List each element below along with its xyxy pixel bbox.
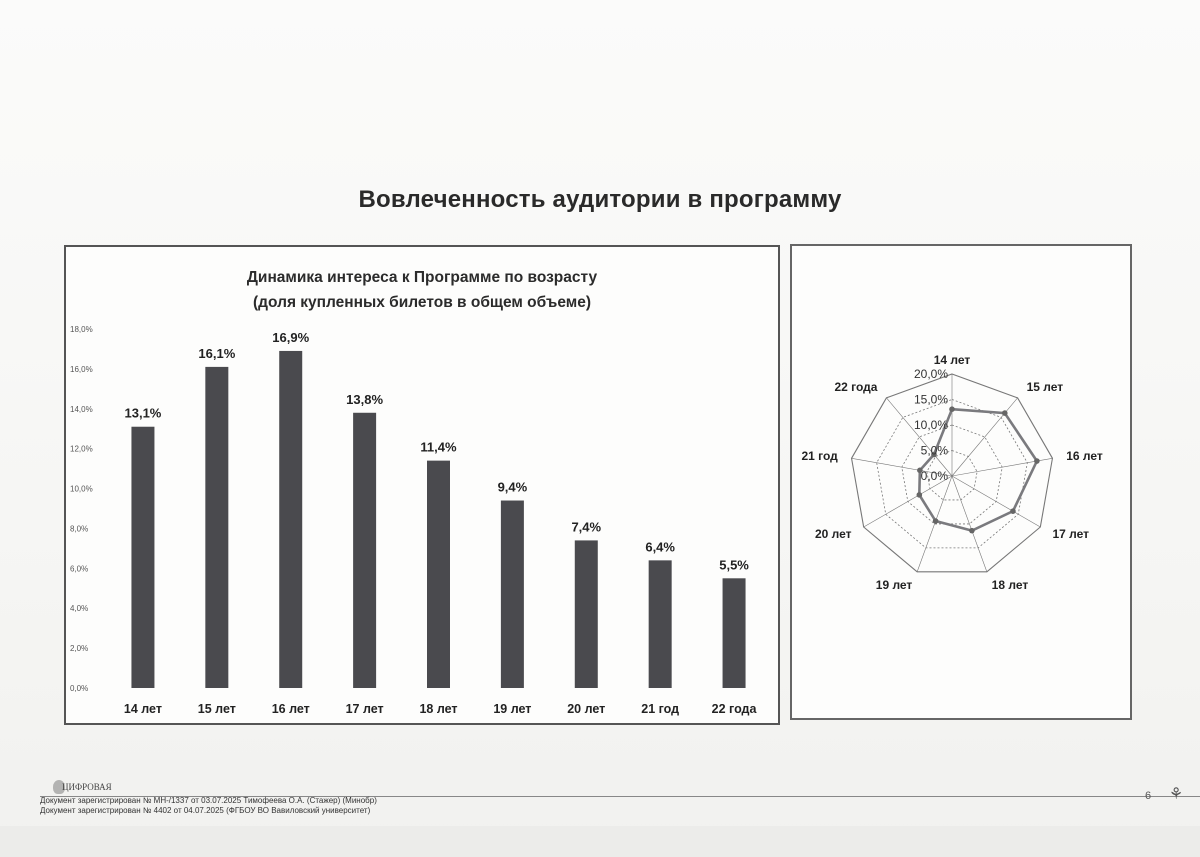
footer-logo: ЦИФРОВАЯ	[62, 782, 112, 792]
radar-tick-label: 5,0%	[920, 443, 948, 458]
data-label: 13,1%	[124, 405, 162, 421]
bottom-strip	[0, 826, 1200, 857]
data-label: 11,4%	[420, 439, 457, 455]
radar-tick-label: 20,0%	[913, 367, 948, 381]
bar	[353, 413, 376, 688]
bar	[205, 367, 228, 688]
bar-chart-title-line1: Динамика интереса к Программе по возрасту	[246, 269, 598, 286]
radar-tick-label: 10,0%	[913, 418, 948, 432]
bar-chart-title-line2: (доля купленных билетов в общем объеме)	[253, 294, 591, 311]
footer-line-1: Документ зарегистрирован № МН-/1337 от 03.07.2025 Тимофеева О.А. (Стажер) (Минобр)	[40, 796, 377, 805]
radar-point	[969, 528, 975, 534]
radar-axis-label: 19 лет	[875, 578, 913, 593]
data-label: 16,1%	[198, 345, 236, 361]
radar-point	[1010, 508, 1016, 514]
data-label: 16,9%	[272, 329, 310, 345]
x-tick-label: 16 лет	[271, 702, 310, 716]
y-tick-label: 18,0%	[70, 325, 93, 334]
bar	[723, 578, 746, 688]
radar-point	[933, 518, 939, 524]
radar-spoke	[864, 476, 952, 527]
bar	[501, 501, 524, 688]
y-tick-label: 0,0%	[70, 684, 89, 693]
bar	[279, 351, 302, 688]
footer-line-2: Документ зарегистрирован № 4402 от 04.07.2025 (ФГБОУ ВО Вавиловский университет)	[40, 806, 371, 815]
radar-axis-label: 21 год	[801, 448, 838, 463]
radar-spoke	[952, 476, 987, 572]
radar-point	[949, 406, 955, 412]
data-label: 13,8%	[346, 391, 384, 407]
y-tick-label: 12,0%	[70, 444, 93, 454]
radar-chart-panel	[790, 244, 1132, 720]
radar-point	[1034, 458, 1040, 464]
radar-axis-label: 16 лет	[1066, 448, 1103, 463]
x-tick-label: 19 лет	[493, 702, 532, 716]
x-tick-label: 17 лет	[345, 702, 384, 716]
radar-point	[917, 492, 923, 498]
y-tick-label: 10,0%	[70, 484, 93, 494]
y-tick-label: 6,0%	[70, 564, 89, 574]
radar-axis-label: 20 лет	[814, 527, 852, 541]
radar-axis-label: 14 лет	[933, 353, 971, 367]
y-tick-label: 4,0%	[70, 604, 89, 614]
radar-axis-label: 22 года	[834, 380, 878, 395]
page-title: Вовлеченность аудитории в программу	[358, 186, 842, 213]
x-tick-label: 14 лет	[123, 702, 162, 716]
bar-chart-panel	[64, 245, 780, 725]
coat-of-arms-icon: ⚘	[1168, 786, 1184, 803]
bar	[131, 427, 154, 688]
data-label: 6,4%	[645, 539, 675, 555]
data-label: 9,4%	[497, 479, 528, 495]
bar	[575, 540, 598, 688]
y-tick-label: 16,0%	[70, 364, 93, 374]
footer-registration	[40, 796, 377, 816]
x-tick-label: 20 лет	[567, 702, 606, 716]
data-label: 7,4%	[571, 519, 602, 535]
page-number: 6	[1145, 790, 1152, 802]
x-tick-label: 21 год	[641, 702, 680, 716]
radar-chart	[792, 246, 1130, 718]
x-tick-label: 15 лет	[197, 702, 236, 716]
radar-point	[1002, 410, 1008, 416]
bar-chart	[66, 247, 778, 723]
bar	[427, 461, 450, 688]
y-tick-label: 8,0%	[70, 524, 89, 534]
bar	[649, 560, 672, 688]
x-tick-label: 18 лет	[419, 702, 458, 716]
y-tick-label: 2,0%	[70, 644, 89, 654]
radar-tick-label: 15,0%	[913, 392, 948, 407]
radar-tick-label: 0,0%	[920, 469, 948, 483]
radar-axis-label: 17 лет	[1052, 527, 1090, 541]
radar-axis-label: 18 лет	[991, 578, 1029, 593]
data-label: 5,5%	[719, 557, 749, 573]
x-tick-label: 22 года	[711, 702, 757, 716]
radar-axis-label: 15 лет	[1026, 380, 1064, 395]
y-tick-label: 14,0%	[70, 404, 93, 414]
